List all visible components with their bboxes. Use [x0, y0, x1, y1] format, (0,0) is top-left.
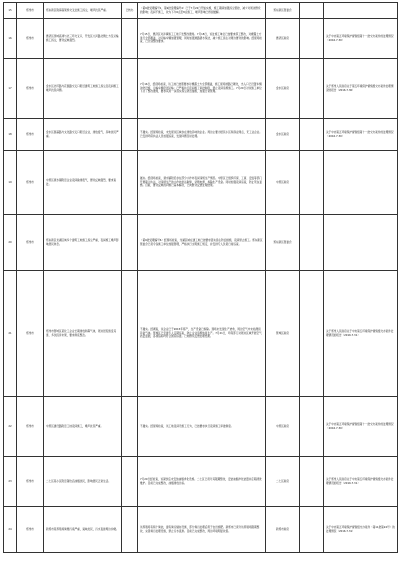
responsible-cell: 中原区政府 [266, 151, 300, 215]
status-cell [122, 19, 138, 59]
responsible-cell: 郑东新区管委会 [266, 3, 300, 19]
responsible-cell: 管城区政府 [266, 271, 300, 397]
table-row [4, 19, 398, 59]
issue-cell: 郑州市管城区某化工企业长期排放刺鼻气体，周边居民饱受其害，多次投诉未果，要求彻底整治。 [44, 271, 122, 397]
table-row [4, 59, 398, 119]
row-number: 20 [4, 215, 17, 271]
city-cell: 郑州市 [17, 19, 44, 59]
table-row [4, 271, 398, 397]
department-cell [300, 19, 324, 59]
department-cell [300, 151, 324, 215]
department-cell [300, 271, 324, 397]
disclosure-cell: 关于中央第五环境保护督察组第十一批交办案件的处理情况（2016.7.30） [324, 119, 398, 151]
row-number: 19 [4, 151, 17, 215]
city-cell: 郑州市 [17, 119, 44, 151]
responsible-cell: 新郑市政府 [266, 507, 300, 553]
row-number: 22 [4, 397, 17, 457]
table-row [4, 457, 398, 507]
department-cell [300, 397, 324, 457]
city-cell: 郑州市 [17, 271, 44, 397]
case-table [3, 2, 398, 553]
disclosure-cell [324, 215, 398, 271]
department-cell [300, 3, 324, 19]
department-cell [300, 507, 324, 553]
responsible-cell: 中原区政府 [266, 397, 300, 457]
table-row [4, 119, 398, 151]
progress-cell: 7月20日经检查，该餐饮店未安装油烟净化设施。二七区已责令其限期整改，安装油烟净化装置并定期清洗维护。目前已完成整改，油烟排放达标。 [138, 457, 266, 507]
city-cell: 郑州市 [17, 507, 44, 553]
progress-cell: 7月15日，惠济区对涉事施工工地下发整改通知。7月18日，该处施工单位已按要求停工整改，对裸露土方进行全部覆盖，对运输车辆加强管理，同时加强道路洒水保洁，减少施工扬尘对周边群众的影响。经现场检查，已达到整改要求。 [138, 19, 266, 59]
city-cell: 郑州市 [17, 59, 44, 119]
table-row [4, 215, 398, 271]
issue-cell: 二七区某小区附近餐饮店油烟扰民，影响居民正常生活。 [44, 457, 122, 507]
responsible-cell: 金水区政府 [266, 59, 300, 119]
table-row [4, 507, 398, 553]
disclosure-cell: 关于中央第五环境保护督察组第十一批交办案件的处理情况（2016.7.30） [324, 19, 398, 59]
progress-cell: 不属实。经现场检查，该工地夜间无施工行为，已按要求执行夜间施工审批制度。 [138, 397, 266, 457]
status-cell [122, 507, 138, 553]
status-cell [122, 215, 138, 271]
issue-cell: 郑东新区龙湖区域多个建筑工地施工扬尘严重，夜间施工噪声影响居民休息。 [44, 215, 122, 271]
status-cell [122, 151, 138, 215]
status-cell [122, 59, 138, 119]
city-cell: 郑州市 [17, 397, 44, 457]
disclosure-cell: 关于郑州人民政府关于中央第五环境保护督察组交办案件处理情况的报告（2016.7.31） [324, 271, 398, 397]
city-cell: 郑州市 [17, 151, 44, 215]
status-cell [122, 271, 138, 397]
row-number: 15 [4, 3, 17, 19]
disclosure-cell: 关于郑州人民政府关于中央第五环境保护督察组交办案件处理情况的报告（2016.7.31） [324, 457, 398, 507]
issue-cell: 中原区须水镇附近企业夜间偷排废气，群众反映强烈，要求查处。 [44, 151, 122, 215]
row-number: 17 [4, 59, 17, 119]
table-row [4, 151, 398, 215]
issue-cell: 新郑市某养殖场粪便污染严重，臭味扰民，污水直排周边沟渠。 [44, 507, 122, 553]
status-cell [122, 119, 138, 151]
progress-cell: 该养殖场有两个粪池，建有粪污储存设施，部分粪污处理后用于农田施肥。新郑市已责令该养殖场限期整改，完善粪污处理设施，禁止污水直排。目前已完成整改，周边环境明显改善。 [138, 507, 266, 553]
issue-cell: 金水区北环路与花园路交叉口附近建筑工地施工扬尘及夜间施工噪声扰民问题。 [44, 59, 122, 119]
disclosure-cell: 关于中央第五环境保护督察组交办案件（第11批第24号）的处理情况（2016.7.31） [324, 507, 398, 553]
responsible-cell: 二七区政府 [266, 457, 300, 507]
table-row [4, 397, 398, 457]
department-cell [300, 59, 324, 119]
issue-cell: 金水区国基路与文化路交叉口附近企业，排放废气，异味扰民严重。 [44, 119, 122, 151]
department-cell [300, 457, 324, 507]
progress-cell: 7月16日，经现场检查，该工地已按照要求对裸露土方全部覆盖，施工现场道路已硬化，出入口已设置车辆冲洗设施，运输车辆密闭运输；已严格执行夜间施工审批制度，禁止夜间违规施工。7月20日对该施工单位下达了整改通知，要求其进一步落实扬尘防治措施，加强日常管理。 [138, 59, 266, 119]
progress-cell: （第6批受理编号1，第9批受理编号4）已于7月22日开始实施，施工期间加强扬尘管控，减少对周边群众的影响；夜间不施工，改为下午6点至8点施工，噪声影响已得到缓解。 [138, 3, 266, 19]
progress-cell: 不属实。经调查，该企业已于2015年停产，生产设备已拆除。现场未发现生产迹象，周边空气中未检测到异常气体。管城区已安排专人定期巡查，防止企业违规恢复生产。7月21日，环保部门对周边区域开展空气质量监测，各项指标均符合国家标准。已向群众反馈处理结果。 [138, 271, 266, 397]
responsible-cell: 金水区政府 [266, 119, 300, 151]
progress-cell: 属实。经现场检查，须水镇附近存在部分小作坊夜间违规生产情况。中原区已组织环保、工商、安监等部门开展联合执法，对违规生产的小作坊依法取缔，切断电源，拆除生产设备。同时加强夜间巡查，防止死灰复燃。目前，群众反映的问题已基本解决，已向群众反馈处理结果。 [138, 151, 266, 215]
city-cell: 郑州市 [17, 215, 44, 271]
issue-cell: 惠济区绕城高速与北三环交叉口，开发区大河路北侧土方及运输施工扬尘，群众反映强烈。 [44, 19, 122, 59]
city-cell: 郑州市 [17, 457, 44, 507]
progress-cell: （第6批受理编号6）经现场检查，龙湖区域在建工地已按要求落实扬尘防治措施，夜间禁止施工。郑东新区管委会已责令各施工单位加强管理，严格执行文明施工规定，并安排专人负责日常巡查。 [138, 215, 266, 271]
table-row [4, 3, 398, 19]
issue-cell: 中原区建设路附近工地夜间施工，噪声扰民严重。 [44, 397, 122, 457]
disclosure-cell [324, 151, 398, 215]
disclosure-cell: 关于郑州人民政府关于第五环境保护督察组交办案件处理情况的报告（2016.7.30） [324, 59, 398, 119]
department-cell [300, 215, 324, 271]
progress-cell: 不属实。经现场检查，未发现该区域存在排放异味的企业。周边主要为居民小区和商业网点，无工业企业。已安排环保执法人员加强巡查，发现问题及时处理。 [138, 119, 266, 151]
disclosure-cell: 关于中央第五环境保护督察组第十一批交办案件的处理情况（2016.7.30） [324, 397, 398, 457]
row-number: 18 [4, 119, 17, 151]
row-number: 24 [4, 507, 17, 553]
table-body [4, 3, 398, 553]
row-number: 21 [4, 271, 17, 397]
status-cell: 已转办 [122, 3, 138, 19]
row-number: 16 [4, 19, 17, 59]
department-cell [300, 119, 324, 151]
responsible-cell: 郑东新区管委会 [266, 215, 300, 271]
responsible-cell: 惠济区政府 [266, 19, 300, 59]
city-cell: 郑州市 [17, 3, 44, 19]
status-cell [122, 457, 138, 507]
status-cell [122, 397, 138, 457]
row-number: 23 [4, 457, 17, 507]
disclosure-cell [324, 3, 398, 19]
issue-cell: 郑东新区陇海高架桥交叉处施工扬尘，噪声扰民严重。 [44, 3, 122, 19]
